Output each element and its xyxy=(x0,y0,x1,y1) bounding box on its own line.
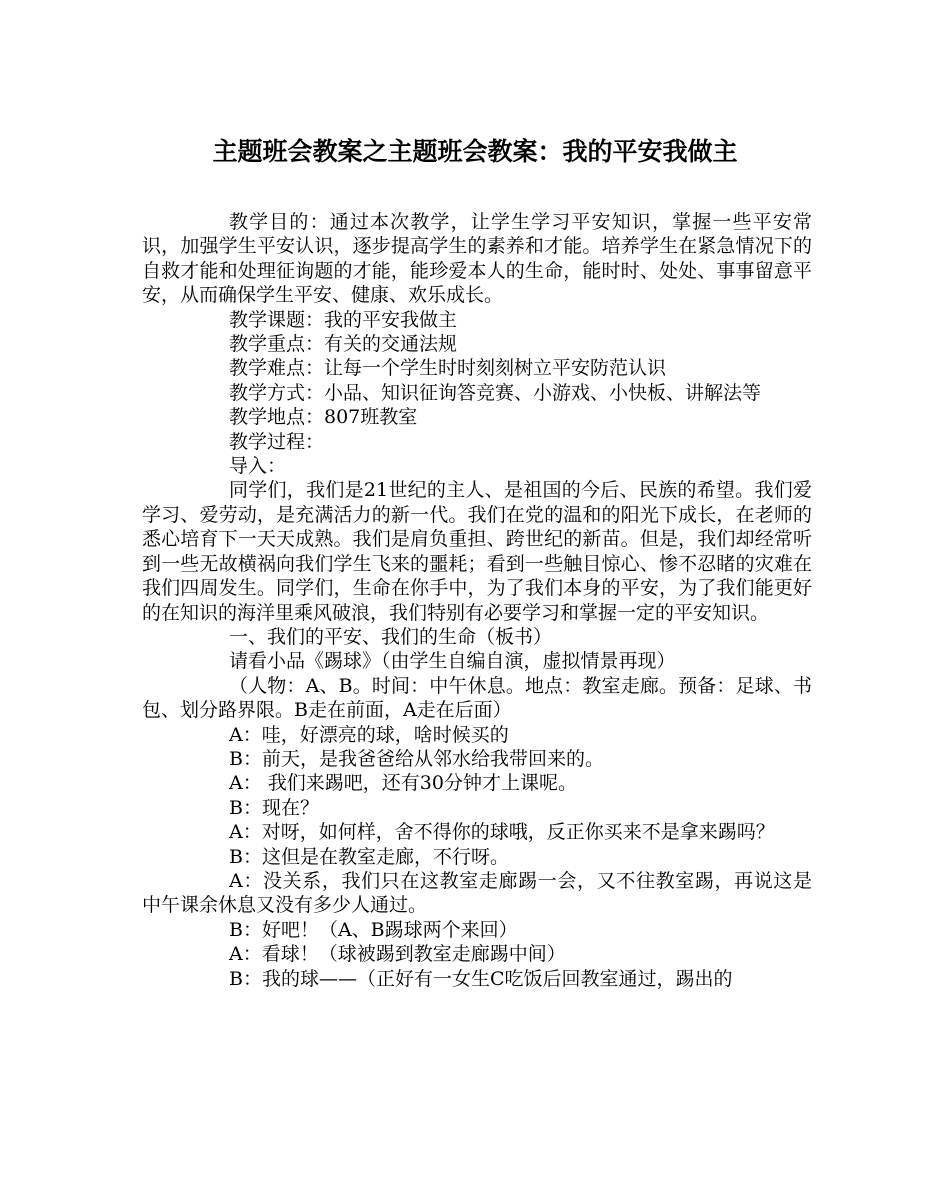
paragraph-skit-title: 请看小品《踢球》（由学生自编自演，虚拟情景再现） xyxy=(229,650,676,673)
dialogue-line: A：看球！（球被踢到教室走廊踢中间） xyxy=(229,943,566,966)
dialogue-line: B：这但是在教室走廊，不行呀。 xyxy=(229,845,509,868)
document-body xyxy=(142,210,812,991)
paragraph-process: 教学过程： xyxy=(229,430,325,453)
paragraph-skit-setting: （人物：A、B。时间：中午休息。地点：教室走廊。预备：足球、书包、划分路界限。B走在前面，A走在后面） xyxy=(142,674,812,722)
dialogue-line: A：哇，好漂亮的球，啥时候买的 xyxy=(229,723,509,746)
dialogue-line: A： 我们来踢吧，还有30分钟才上课呢。 xyxy=(229,772,577,795)
dialogue-line: B：好吧！（A、B踢球两个来回） xyxy=(229,918,518,941)
paragraph-intro: 同学们，我们是21世纪的主人、是祖国的今后、民族的希望。我们爱学习、爱劳动，是充满活力的新一代。我们在党的温和的阳光下成长，在老师的悉心培育下一天天成熟。我们是肩负重担、跨世纪的新苗。但是，我们却经常听到一些无故横祸向我们学生飞来的噩耗；看到一些触目惊心、惨不忍睹的灾难在我们四周发生。同学们，生命在你手中，为了我们本身的平安，为了我们能更好的在知识的海洋里乘风破浪，我们特别有必要学习和掌握一定的平安知识。 xyxy=(142,479,812,624)
paragraph-section-heading: 一、我们的平安、我们的生命（板书） xyxy=(229,625,553,648)
paragraph-intro-heading: 导入： xyxy=(229,455,287,478)
paragraph-objective: 教学目的：通过本次教学，让学生学习平安知识，掌握一些平安常识，加强学生平安认识，逐步提高学生的素养和才能。培养学生在紧急情况下的自救才能和处理征询题的才能，能珍爱本人的生命，能时时、处处、事事留意平安，从而确保学生平安、健康、欢乐成长。 xyxy=(142,211,812,307)
dialogue-line: B：现在？ xyxy=(229,796,319,819)
paragraph-difficulty: 教学难点：让每一个学生时时刻刻树立平安防范认识 xyxy=(229,357,667,380)
paragraph-topic: 教学课题：我的平安我做主 xyxy=(229,308,458,331)
document-title: 主题班会教案之主题班会教案：我的平安我做主 xyxy=(212,137,738,166)
paragraph-key-point: 教学重点：有关的交通法规 xyxy=(229,333,458,356)
dialogue-line: B：前天，是我爸爸给从邻水给我带回来的。 xyxy=(229,747,604,770)
dialogue-line: A：对呀，如何样，舍不得你的球哦，反正你买来不是拿来踢吗？ xyxy=(229,821,775,844)
dialogue-line: B：我的球——（正好有一女生C吃饭后回教室通过，踢出的 xyxy=(229,967,733,990)
dialogue-line: A：没关系，我们只在这教室走廊踢一会，又不往教室踢，再说这是中午课余休息又没有多少人通过。 xyxy=(142,869,812,917)
paragraph-location: 教学地点：807班教室 xyxy=(229,406,418,429)
paragraph-method: 教学方式：小品、知识征询答竞赛、小游戏、小快板、讲解法等 xyxy=(229,381,762,404)
